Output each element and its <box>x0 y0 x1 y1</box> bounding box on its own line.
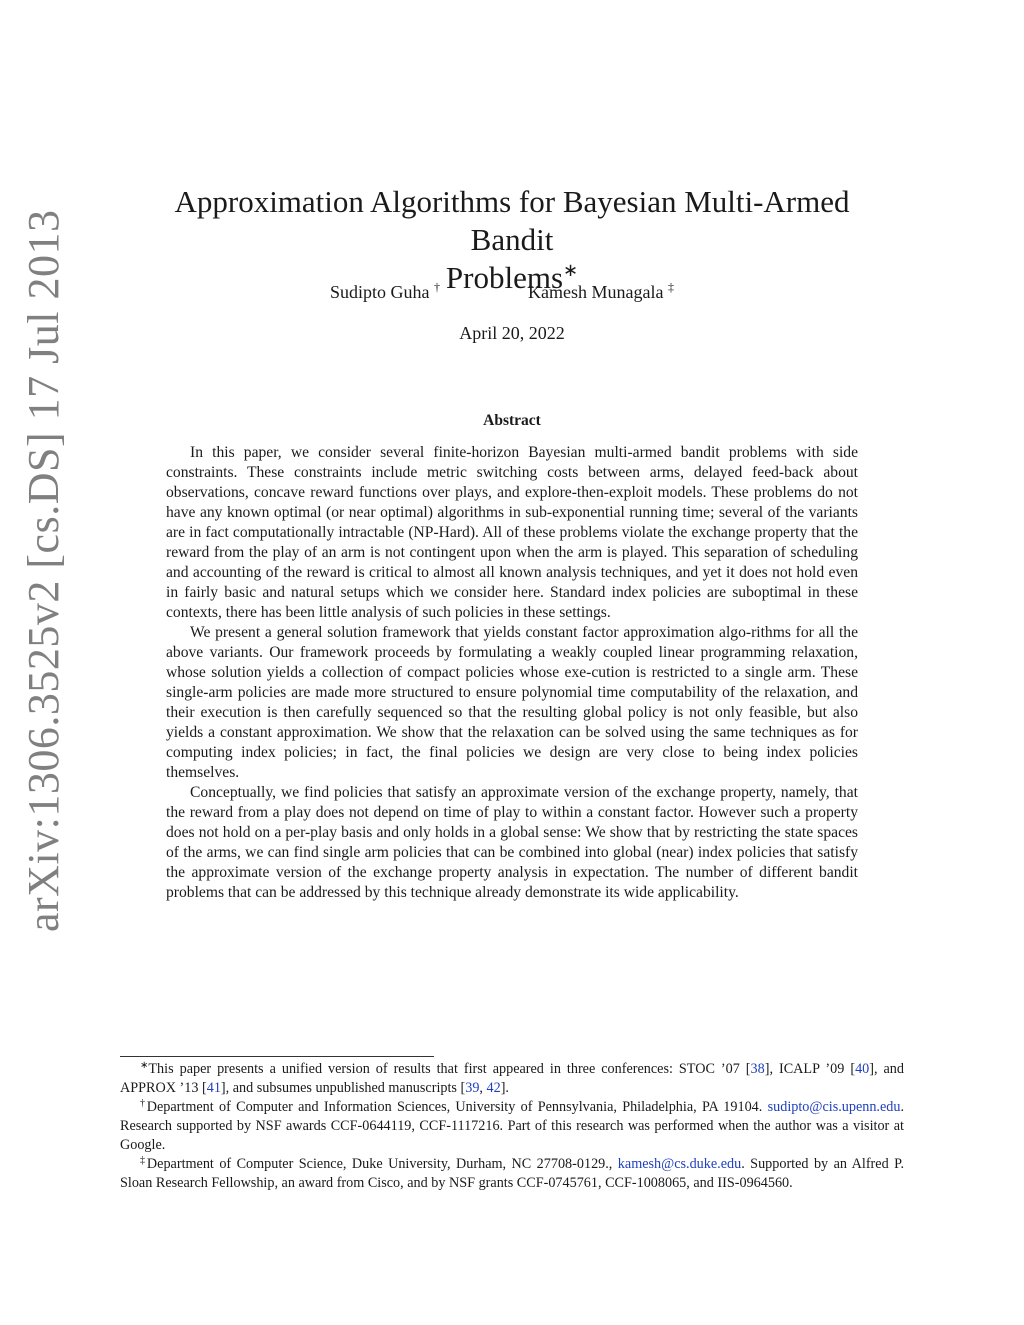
footnote-text: , <box>479 1080 487 1096</box>
citation-link[interactable]: 42 <box>486 1080 501 1096</box>
footnote-text: . Supported by an Alfred P. Sloan Research Fellowship, an award from Cisco, and by NSF grants CCF-0745761, CCF-1008065, and IIS-0964560. <box>120 1156 904 1191</box>
footnote-mark: † <box>140 1098 147 1109</box>
citation-link[interactable]: 38 <box>750 1061 765 1077</box>
author-2 <box>528 282 674 303</box>
title-line-2: Problems <box>445 260 564 295</box>
paper-date: April 20, 2022 <box>459 323 565 343</box>
abstract-body <box>166 443 858 903</box>
author-footnote-mark[interactable]: † <box>434 280 441 294</box>
footnote-text: Department of Computer Science, Duke University, Durham, NC 27708-0129., <box>146 1156 618 1172</box>
footnote-text: Department of Computer and Information Sciences, University of Pennsylvania, Philadelphia, PA 19104. <box>146 1099 768 1115</box>
title-line-1: Approximation Algorithms for Bayesian Multi-Armed Bandit <box>174 184 850 257</box>
citation-link[interactable]: 40 <box>855 1061 870 1077</box>
footnote-divider <box>120 1056 434 1057</box>
abstract-paragraph: In this paper, we consider several finite-horizon Bayesian multi-armed bandit problems with side constraints. These constraints include metric switching costs between arms, delayed feed-back about observations, concave reward functions over plays, and explore-then-exploit models. These problems do not have any known optimal (or near optimal) algorithms in sub-exponential running time; several of the variants are in fact computationally intractable (NP-Hard). All of these problems violate the exchange property that the reward from the play of an arm is not contingent upon when the arm is played. This separation of scheduling and accounting of the reward is critical to almost all known analysis techniques, and yet it does not hold even in fairly basic and natural setups which we consider here. Standard index policies are suboptimal in these contexts, there has been little analysis of such policies in these settings. <box>166 444 858 621</box>
footnote-text: . Research supported by NSF awards CCF-0644119, CCF-1117216. Part of this research was performed when the author was a visitor at Google. <box>120 1099 905 1153</box>
footnote-text: ]. <box>500 1080 509 1096</box>
footnote-text: ], and subsumes unpublished manuscripts [ <box>220 1080 466 1096</box>
footnote-text: ], ICALP ’09 [ <box>764 1061 856 1077</box>
abstract-paragraph: Conceptually, we find policies that satisfy an approximate version of the exchange property, namely, that the reward from a play does not depend on time of play to within a constant factor. However such a property does not hold on a per-play basis and only holds in a global sense: We show that by restricting the state spaces of the arms, we can find single arm policies that can be combined into global (near) index policies that satisfy the approximate version of the exchange property analysis in expectation. The number of different bandit problems that can be addressed by this technique already demonstrate its wide applicability. <box>166 784 858 901</box>
author-name: Sudipto Guha <box>330 282 430 302</box>
author-footnote-mark[interactable]: ‡ <box>667 280 674 294</box>
abstract-paragraph: We present a general solution framework that yields constant factor approximation algo-rithms for all the above variants. Our framework proceeds by formulating a weakly coupled linear programming relaxation, whose solution yields a collection of compact policies whose exe-cution is restricted to a single arm. These single-arm policies are made more structured to ensure polynomial time computability of the relaxation, and their execution is then carefully sequenced so that the resulting global policy is not only feasible, but also yields a constant approximation. We show that the relaxation can be solved using the same techniques as for computing index policies; in fact, the final policies we design are very close to being index policies themselves. <box>166 624 858 781</box>
footnote-author-2 <box>120 1155 904 1193</box>
author-name: Kamesh Munagala <box>528 282 664 302</box>
arxiv-identifier-stamp: arXiv:1306.3525v2 [cs.DS] 17 Jul 2013 <box>19 209 68 932</box>
footnote-title <box>120 1060 904 1098</box>
abstract-heading: Abstract <box>483 412 541 429</box>
citation-link[interactable]: 39 <box>465 1080 480 1096</box>
citation-link[interactable]: 41 <box>206 1080 221 1096</box>
email-link[interactable]: kamesh@cs.duke.edu <box>617 1156 742 1172</box>
footnote-author-1 <box>120 1098 904 1155</box>
footnote-text: ], and APPROX ’13 [ <box>120 1061 904 1096</box>
author-1 <box>330 282 440 303</box>
title-footnote-mark[interactable]: ∗ <box>563 260 579 280</box>
email-link[interactable]: sudipto@cis.upenn.edu <box>767 1099 901 1115</box>
footnote-text: This paper presents a unified version of results that first appeared in three conferences: STOC ’07 [ <box>148 1061 751 1077</box>
footnote-mark: ∗ <box>140 1060 149 1071</box>
footnotes <box>120 1060 904 1193</box>
footnote-mark: ‡ <box>140 1155 147 1166</box>
paper-title <box>150 183 874 297</box>
